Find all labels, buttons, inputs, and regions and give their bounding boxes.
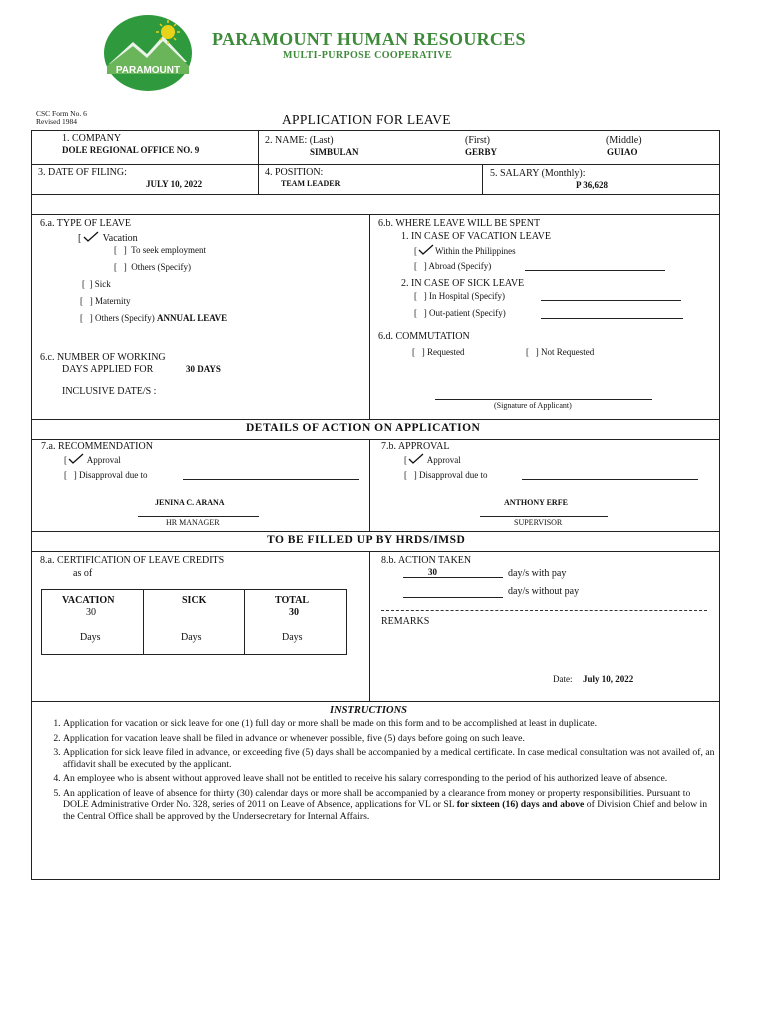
days-applied-label: DAYS APPLIED FOR [62,364,154,375]
requested-option[interactable]: [ ] Requested [412,347,465,357]
date-filing-label: 3. DATE OF FILING: [38,167,127,178]
working-days-label: 6.c. NUMBER OF WORKING [40,352,166,363]
vacation-checkbox[interactable]: [ Vacation [78,233,138,244]
sick-case-label: 2. IN CASE OF SICK LEAVE [401,278,525,289]
instruction-item: 2. Application for vacation leave shall be filed in advance or whenever possible, five (5) days before going on such leave. [63,733,717,745]
total-credits-value: 30 [289,607,299,618]
disapproval-option[interactable]: [ ] Disapproval due to [404,470,488,480]
vacation-label: Vacation [102,233,138,244]
salary-label: 5. SALARY (Monthly): [490,168,586,179]
company-value: DOLE REGIONAL OFFICE NO. 9 [62,145,200,155]
approval-label: 7.b. APPROVAL [381,441,450,452]
company-label: 1. COMPANY [62,133,122,144]
certification-label: 8.a. CERTIFICATION OF LEAVE CREDITS [40,555,225,566]
last-name-value: SIMBULAN [310,147,359,157]
instruction-item: 1. Application for vacation or sick leave for one (1) full day or more shall be made on this form and to be accomplished at least in duplicate. [63,718,717,730]
outpatient-option[interactable]: [ ] Out-patient (Specify) [414,308,506,318]
middle-name-value: GUIAO [607,147,638,157]
org-name: PARAMOUNT HUMAN RESOURCES [212,29,526,49]
form-title: APPLICATION FOR LEAVE [282,112,451,127]
recommend-signatory: JENINA C. ARANA [155,498,225,507]
date-filing-value: JULY 10, 2022 [146,179,203,189]
maternity-option[interactable]: [ ] Maternity [80,296,131,306]
org-subtitle: MULTI-PURPOSE COOPERATIVE [283,50,453,61]
section-7 [31,439,720,532]
instructions-title: INSTRUCTIONS [330,705,408,716]
days-applied-value: 30 DAYS [186,364,221,374]
others-leave-option[interactable]: [ ] Others (Specify) ANNUAL LEAVE [80,313,228,323]
inclusive-dates-label: INCLUSIVE DATE/S : [62,386,157,397]
sick-days-unit: Days [181,632,202,643]
others-leave-value: ANNUAL LEAVE [156,313,228,323]
hospital-option[interactable]: [ ] In Hospital (Specify) [414,291,505,301]
action-date-value: July 10, 2022 [583,674,634,684]
col-total: TOTAL [275,595,310,606]
form-number: CSC Form No. 6 Revised 1984 [36,109,87,126]
total-days-unit: Days [282,632,303,643]
details-title: DETAILS OF ACTION ON APPLICATION [246,422,481,434]
name-last-label: 2. NAME: (Last) [265,135,334,146]
where-leave-label: 6.b. WHERE LEAVE WILL BE SPENT [378,218,541,229]
hrds-title: TO BE FILLED UP BY HRDS/IMSD [267,534,466,546]
without-pay-label: day/s without pay [508,586,580,597]
name-first-label: (First) [465,135,490,146]
sick-option[interactable]: [ ] Sick [82,279,111,289]
hr-manager-label: HR MANAGER [166,518,220,527]
recommend-approval-option[interactable]: [ Approval [64,455,121,465]
seek-employment-option[interactable]: [ ] To seek employment [114,245,206,255]
signature-applicant-label: (Signature of Applicant) [494,401,572,410]
vacation-days-unit: Days [80,632,101,643]
col-sick: SICK [182,595,207,606]
salary-value: P 36,628 [576,180,609,190]
logo-text: PARAMOUNT [115,65,181,76]
instructions-list [31,718,717,825]
first-name-value: GERBY [465,147,498,157]
position-value: TEAM LEADER [281,179,341,188]
not-requested-option[interactable]: [ ] Not Requested [526,347,595,357]
vacation-case-label: 1. IN CASE OF VACATION LEAVE [401,231,552,242]
type-of-leave-label: 6.a. TYPE OF LEAVE [40,218,132,229]
name-middle-label: (Middle) [606,135,642,146]
with-pay-label: day/s with pay [508,568,567,579]
others-vacation-option[interactable]: [ ] Others (Specify) [114,262,191,272]
within-philippines-option[interactable]: [ Within the Philippines [414,246,516,256]
instruction-item: 3. Application for sick leave filed in advance, or exceeding five (5) days shall be accompanied by a medical certificate. In case medical consultation was not availed of, an affidavit shall be executed by the applicant. [63,747,717,770]
col-vacation: VACATION [62,595,115,606]
action-taken-label: 8.b. ACTION TAKEN [381,555,472,566]
recommend-disapproval-option[interactable]: [ ] Disapproval due to [64,470,148,480]
blank-row [31,194,720,215]
position-label: 4. POSITION: [265,167,324,178]
supervisor-label: SUPERVISOR [514,518,563,527]
instruction-item: 5. An application of leave of absence for thirty (30) calendar days or more shall be accompanied by a clearance from money or property responsibilities. Pursuant to DOLE Administrative Order No. 328, series of 2011 on Leave of Absence, applications for VL or SL for sixteen (16) days and above of Division Chief and below in the Central Office shall be approved by the Undersecretary for Internal Affairs. [63,788,717,823]
commutation-label: 6.d. COMMUTATION [378,331,470,342]
instruction-item: 4. An employee who is absent without approved leave shall not be entitled to receive his salary corresponding to the period of his authorized leave of absence. [63,773,717,785]
paramount-logo [103,14,193,92]
as-of-label: as of [73,568,93,579]
recommendation-label: 7.a. RECOMMENDATION [41,441,153,452]
approval-signatory: ANTHONY ERFE [504,498,568,507]
action-date-label: Date: [553,674,573,684]
with-pay-value: 30 [428,567,437,577]
row-date-position-salary [31,164,720,195]
vacation-credits-value: 30 [86,607,96,618]
approval-option[interactable]: [ Approval [404,455,461,465]
abroad-option[interactable]: [ ] Abroad (Specify) [414,261,492,271]
remarks-label: REMARKS [381,616,430,627]
